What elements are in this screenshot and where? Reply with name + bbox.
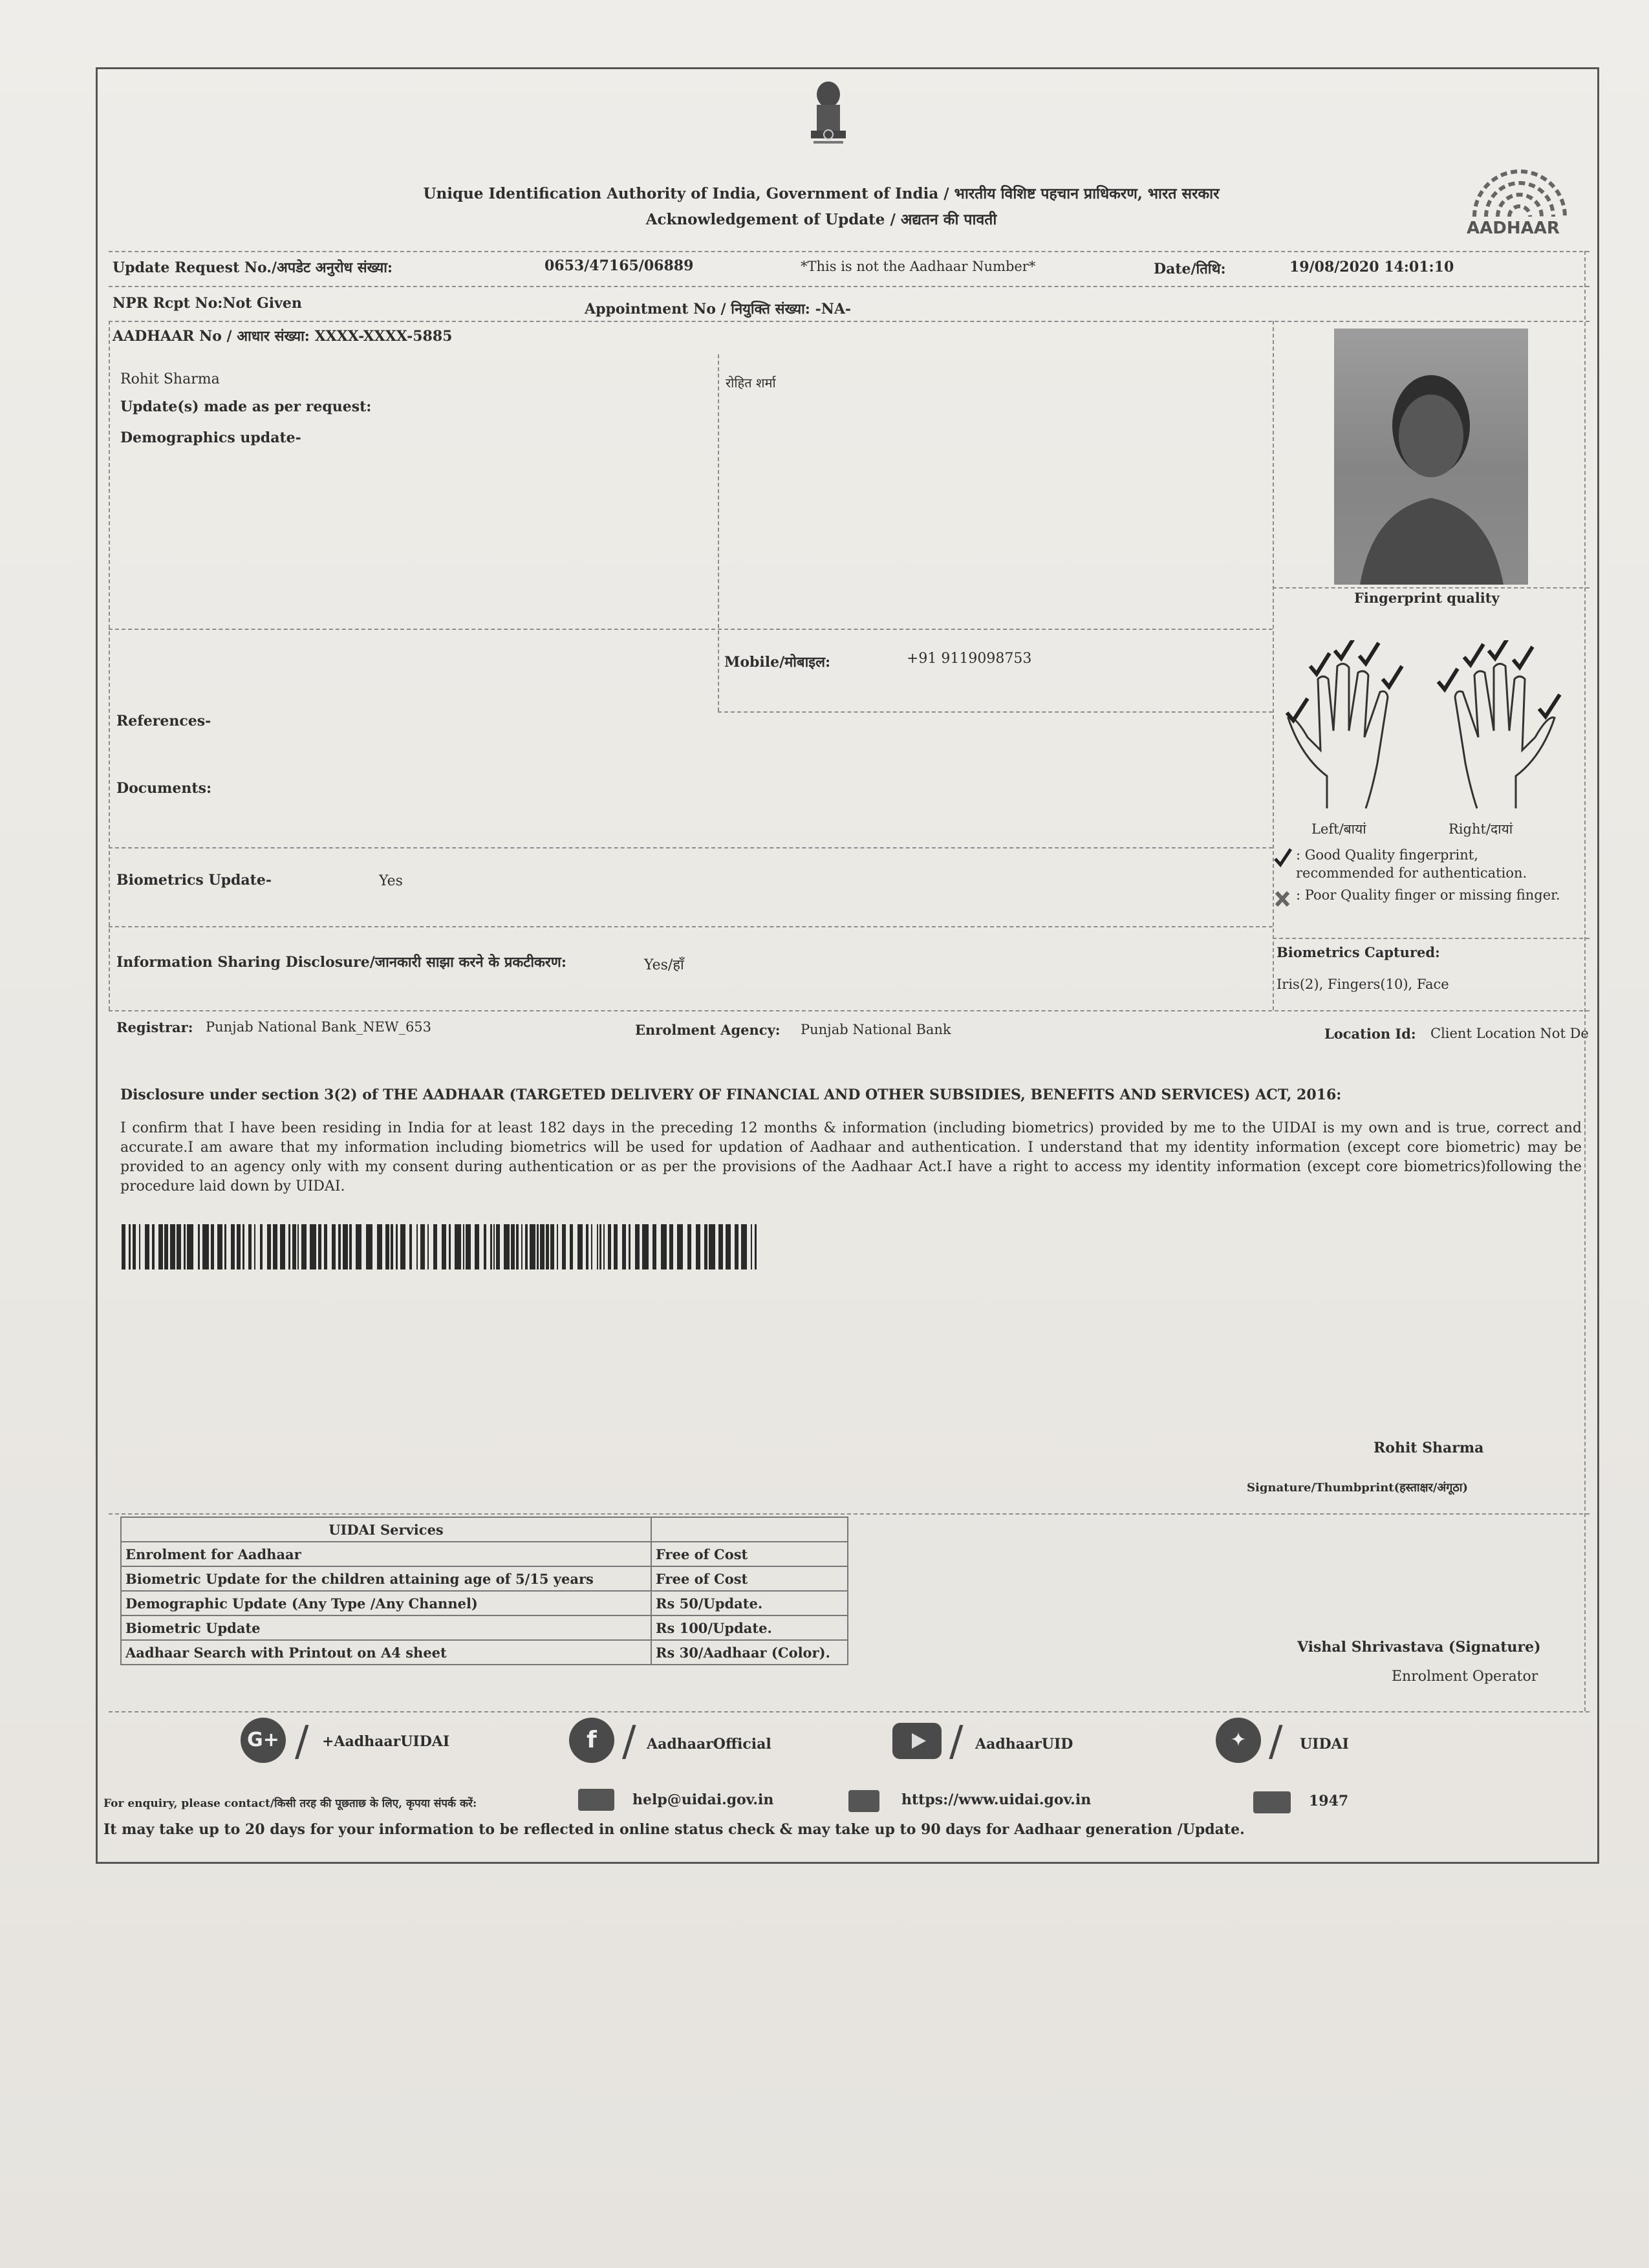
web-browser-icon [848,1790,879,1812]
information-sharing-label: Information Sharing Disclosure/जानकारी साझा करने के प्रकटीकरण: [116,954,566,971]
biometrics-captured-label: Biometrics Captured: [1277,944,1440,960]
biometrics-update-label: Biometrics Update- [116,872,272,889]
update-request-number: 0653/47165/06889 [544,257,694,274]
table-row [121,1615,848,1640]
divider [109,629,1273,630]
checkmark-icon [1273,847,1292,868]
biometrics-captured-value: Iris(2), Fingers(10), Face [1277,977,1449,992]
divider [109,286,1590,287]
service-cost: Rs 30/Aadhaar (Color). [651,1640,848,1665]
column-divider [718,354,719,711]
social-gplus[interactable]: G+ / +AadhaarUIDAI [241,1714,499,1766]
uidai-services-table [120,1517,848,1665]
table-row [121,1640,848,1665]
disclosure-heading: Disclosure under section 3(2) of THE AADHAAR (TARGETED DELIVERY OF FINANCIAL AND OTHER SUBSIDIES, BENEFITS AND SERVICES) ACT, 2016: [120,1086,1342,1103]
divider [109,251,1590,252]
twitter-handle: UIDAI [1300,1736,1349,1753]
contact-phone: 1947 [1309,1793,1349,1809]
operator-role: Enrolment Operator [1392,1669,1538,1685]
resident-photo [1334,329,1528,585]
service-name: Aadhaar Search with Printout on A4 sheet [121,1640,651,1665]
divider [109,321,1590,322]
signatory-name: Rohit Sharma [1374,1440,1484,1456]
enrolment-agency-label: Enrolment Agency: [635,1022,781,1038]
disclosure-text: I confirm that I have been residing in India for at least 182 days in the preceding 12 months & information (including biometrics) provided by me to the UIDAI is my own and is true, correct and accurate.I am aware that my information including biometrics will be used for updation of Aadhaar and authentication. I understand that my identity information (except core biometric) may be provided to an agency only with my consent during authentication or as per the provisions of the Aadhaar Act.I have a right to access my identity information (except core biometrics)following the procedure laid down by UIDAI. [120,1120,1582,1194]
mobile-value: +91 9119098753 [907,651,1032,667]
divider [109,847,1273,848]
divider [1273,587,1590,589]
national-emblem-icon [799,76,857,160]
demographics-update-label: Demographics update- [120,429,301,446]
location-id-label: Location Id: [1324,1026,1416,1042]
email-icon [578,1789,614,1811]
youtube-icon [892,1723,942,1759]
divider [109,1711,1590,1712]
documents-label: Documents: [116,780,212,797]
table-row [121,1591,848,1615]
service-cost: Free of Cost [651,1542,848,1566]
processing-time-note: It may take up to 20 days for your information to be reflected in online status check & may take up to 90 days for Aadhaar generation /Update. [103,1821,1245,1838]
left-hand-label: Left/बायां [1311,821,1366,837]
registrar-label: Registrar: [116,1019,193,1035]
update-request-label: Update Request No./अपडेट अनुरोध संख्या: [113,259,393,276]
service-name: Demographic Update (Any Type /Any Channel) [121,1591,651,1615]
table-row [121,1542,848,1566]
divider [1273,938,1590,939]
aadhaar-logo-text: AADHAAR [1467,219,1560,238]
date-label: Date/तिथि: [1154,261,1226,277]
service-name: Biometric Update for the children attaining age of 5/15 years [121,1566,651,1591]
column-divider [109,321,110,1010]
mobile-label: Mobile/मोबाइल: [724,654,831,671]
social-facebook[interactable]: f / AadhaarOfficial [569,1714,841,1766]
service-cost: Rs 100/Update. [651,1615,848,1640]
information-sharing-value: Yes/हाँ [644,957,684,973]
appointment-number: Appointment No / नियुक्ति संख्या: -NA- [585,301,852,318]
resident-name-hindi: रोहित शर्मा [726,375,776,391]
column-divider [1584,251,1586,1711]
social-youtube[interactable]: / AadhaarUID [892,1714,1164,1766]
table-row [121,1566,848,1591]
divider [718,711,1273,713]
facebook-icon: f [569,1718,614,1763]
operator-name: Vishal Shrivastava (Signature) [1297,1639,1541,1656]
signature-label: Signature/Thumbprint(हस्ताक्षर/अंगूठा) [1247,1481,1468,1495]
cross-icon [1273,889,1292,909]
table-row [121,1517,848,1542]
good-quality-legend: : Good Quality fingerprint, recommended for authentication. [1296,847,1527,881]
service-cost: Rs 50/Update. [651,1591,848,1615]
twitter-icon: ✦ [1216,1718,1261,1763]
contact-email[interactable]: help@uidai.gov.in [632,1791,774,1808]
barcode [122,1224,757,1269]
service-name: Biometric Update [121,1615,651,1640]
right-hand-icon [1425,640,1569,815]
contact-website[interactable]: https://www.uidai.gov.in [901,1791,1092,1808]
biometrics-update-value: Yes [379,873,403,889]
aadhaar-number: AADHAAR No / आधार संख्या: XXXX-XXXX-5885 [113,328,453,345]
poor-quality-legend: : Poor Quality finger or missing finger. [1296,887,1560,903]
phone-icon [1253,1791,1291,1813]
location-id-value: Client Location Not De [1430,1026,1589,1041]
social-twitter[interactable]: ✦ / UIDAI [1216,1714,1410,1766]
fingerprint-quality-title: Fingerprint quality [1354,590,1500,606]
service-name: Enrolment for Aadhaar [121,1542,651,1566]
npr-receipt: NPR Rcpt No:Not Given [113,295,302,312]
not-aadhaar-note: *This is not the Aadhaar Number* [801,259,1036,274]
updates-made-label: Update(s) made as per request: [120,398,372,415]
person-silhouette-icon [1334,329,1528,585]
youtube-handle: AadhaarUID [975,1736,1073,1753]
gplus-handle: +AadhaarUIDAI [322,1733,450,1750]
right-hand-label: Right/दायां [1449,821,1513,837]
resident-name: Rohit Sharma [120,371,220,387]
divider [109,1513,1590,1515]
references-label: References- [116,713,211,729]
google-plus-icon: G+ [241,1718,286,1763]
document-title: Unique Identification Authority of India, Government of India / भारतीय विशिष्ट पहचान प्राधिकरण, भारत सरकार [423,185,1220,202]
service-cost: Free of Cost [651,1566,848,1591]
table-header: UIDAI Services [121,1517,651,1542]
registrar-value: Punjab National Bank_NEW_653 [206,1019,432,1035]
divider [109,1010,1590,1011]
document-subtitle: Acknowledgement of Update / अद्यतन की पावती [645,211,997,228]
divider [109,926,1273,927]
left-hand-icon [1282,640,1417,815]
date-value: 19/08/2020 14:01:10 [1289,259,1454,275]
enquiry-label: For enquiry, please contact/किसी तरह की पूछताछ के लिए, कृपया संपर्क करें: [103,1797,477,1810]
enrolment-agency-value: Punjab National Bank [801,1022,951,1037]
facebook-handle: AadhaarOfficial [647,1736,771,1753]
